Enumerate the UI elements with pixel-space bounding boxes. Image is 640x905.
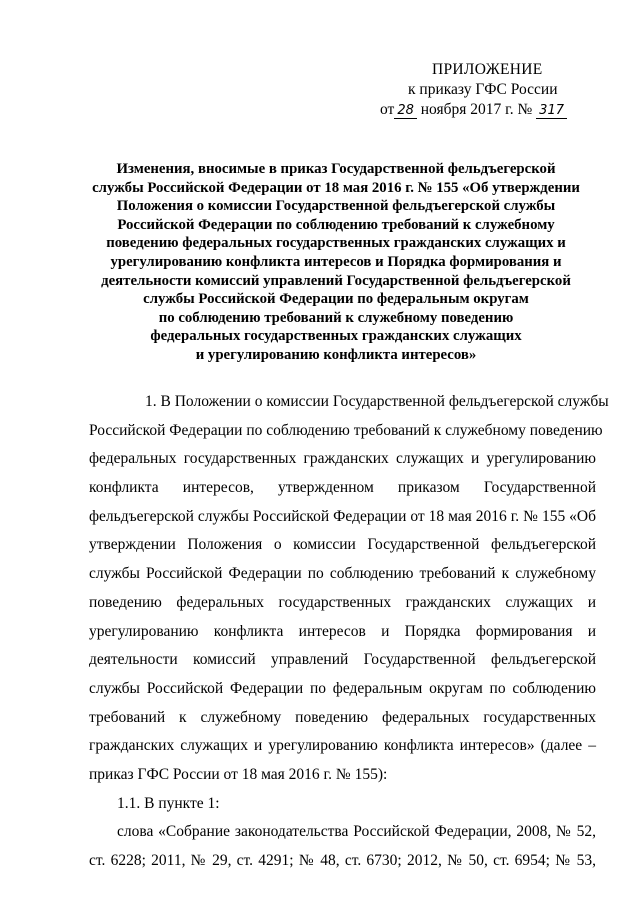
body-line: Российской Федерации по соблюдению требований к служебному поведению [89,421,603,439]
body-line: гражданских служащих и урегулированию конфликта интересов» (далее – [89,737,596,755]
appendix-date-line [380,100,620,120]
title-line: поведению федеральных государственных гражданских служащих и [106,235,566,252]
handwritten-order-number: 317 [536,104,567,119]
appendix-header [380,60,620,120]
title-line: Положения о комиссии Государственной фельдъегерской службы [116,198,556,215]
body-line: федеральных государственных гражданских служащих и урегулированию [89,450,596,468]
title-line: Изменения, вносимые в приказ Государственной фельдъегерской [116,161,556,177]
document-body [89,388,609,876]
title-line: федеральных государственных гражданских служащих [150,328,522,345]
body-line: 1. В Положении о комиссии Государственной фельдъегерской службы [145,393,609,410]
body-line: конфликта интересов, утвержденном приказом Государственной [89,479,596,497]
body-line: поведению федеральных государственных гражданских служащих и [89,593,596,611]
body-line: ст. 6228; 2011, № 29, ст. 4291; № 48, ст. 6730; 2012, № 50, ст. 6954; № 53, [89,852,596,869]
document-title [70,160,602,365]
body-line: утверждении Положения о комиссии Государственной фельдъегерской [89,536,596,554]
title-line: и урегулированию конфликта интересов» [195,346,477,363]
body-line: слова «Собрание законодательства Российской Федерации, 2008, № 52, [117,823,596,841]
title-line: службы Российской Федерации по федеральным округам [143,291,529,308]
body-line: службы Российской Федерации по соблюдению требований к служебному [89,565,596,583]
title-line: службы Российской Федерации от 18 мая 2016 г. № 155 «Об утверждении [92,179,580,196]
body-line: требований к служебному поведению федеральных государственных [89,708,596,726]
title-line: урегулированию конфликта интересов и Порядка формирования и [110,253,562,270]
body-line: урегулированию конфликта интересов и Порядка формирования и [89,622,596,640]
body-line: фельдъегерской службы Российской Федерации от 18 мая 2016 г. № 155 «Об [89,507,596,525]
title-line: деятельности комиссий управлений Государственной фельдъегерской [101,272,571,289]
date-prefix: от [380,101,395,118]
title-line: Российской Федерации по соблюдению требований к служебному [117,216,555,233]
handwritten-day: 28 [394,104,417,119]
title-line: по соблюдению требований к служебному поведению [158,309,514,326]
appendix-order-ref: к приказу ГФС России [408,81,558,98]
appendix-label: ПРИЛОЖЕНИЕ [432,61,543,78]
date-middle: ноября 2017 г. № [420,101,533,118]
body-line: деятельности комиссий управлений Государственной фельдъегерской [89,651,596,669]
body-line: службы Российской Федерации по федеральным округам по соблюдению [89,679,596,697]
body-line: приказ ГФС России от 18 мая 2016 г. № 155): [89,765,388,783]
body-line: 1.1. В пункте 1: [117,794,220,812]
